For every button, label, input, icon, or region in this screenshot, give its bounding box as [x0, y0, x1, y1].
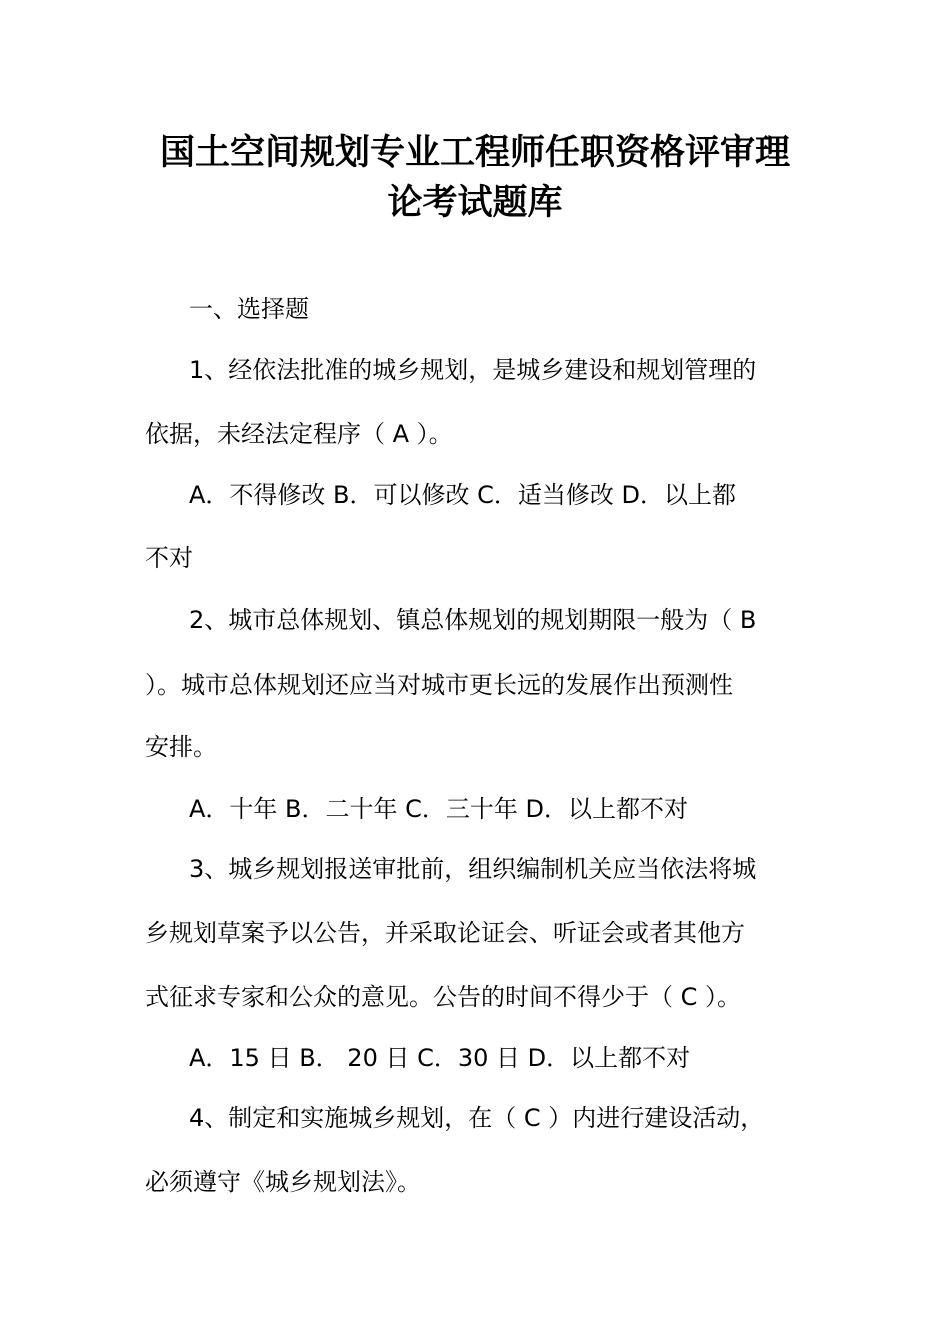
question-1-options-cont: 不对	[145, 544, 193, 572]
question-2-line-2: ）。城市总体规划还应当对城市更长远的发展作出预测性	[145, 671, 733, 699]
title-line-1: 国土空间规划专业工程师任职资格评审理	[159, 132, 790, 173]
question-3-line-1: 3、城乡规划报送审批前，组织编制机关应当依法将城	[189, 855, 757, 883]
question-3-options: A．15 日 B． 20 日 C．30 日 D．以上都不对	[189, 1044, 691, 1072]
document-title	[120, 128, 830, 228]
question-4-line-1: 4、制定和实施城乡规划，在（ C ）内进行建设活动，	[189, 1104, 765, 1132]
question-2-options: A．十年 B．二十年 C．三十年 D．以上都不对	[189, 795, 689, 823]
question-1-options: A．不得修改 B．可以修改 C．适当修改 D．以上都	[189, 481, 737, 509]
question-3-line-2: 乡规划草案予以公告，并采取论证会、听证会或者其他方	[145, 919, 745, 947]
section-heading: 一、选择题	[189, 295, 309, 323]
question-1-line-2: 依据，未经法定程序（ A ）。	[145, 420, 453, 448]
question-3-line-3: 式征求专家和公众的意见。公告的时间不得少于（ C ）。	[145, 983, 742, 1011]
question-1-line-1: 1、经依法批准的城乡规划，是城乡建设和规划管理的	[189, 356, 757, 384]
question-2-line-3: 安排。	[145, 733, 217, 761]
question-2-line-1: 2、城市总体规划、镇总体规划的规划期限一般为（ B	[189, 606, 757, 634]
title-line-2: 论考试题库	[387, 182, 563, 223]
question-4-line-2: 必须遵守《城乡规划法》。	[145, 1168, 421, 1196]
